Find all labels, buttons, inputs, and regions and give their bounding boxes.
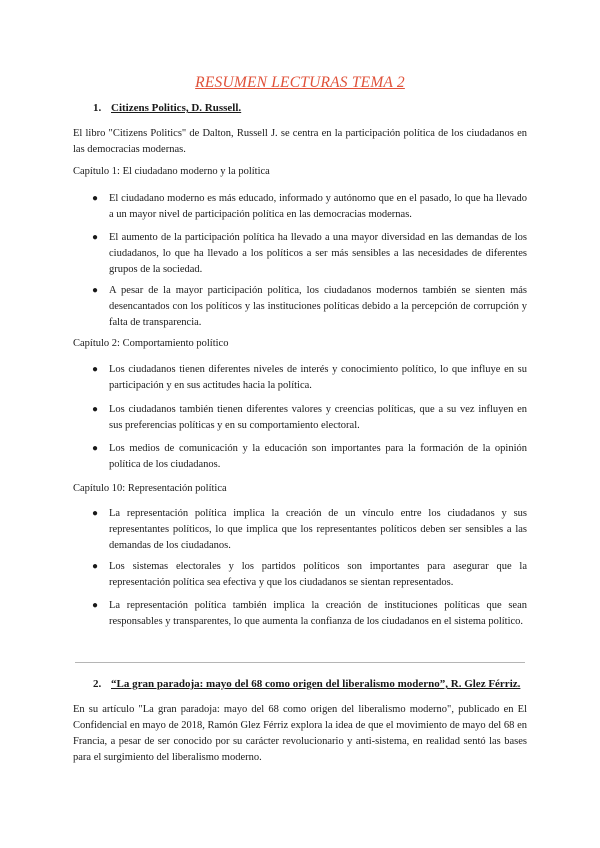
- list-item: [92, 191, 527, 223]
- bullet-icon: ●: [92, 600, 99, 611]
- list-item: [92, 441, 527, 473]
- section-1-heading: [93, 102, 241, 114]
- list-item-text: Los ciudadanos también tienen diferentes valores y creencias políticas, que a su vez influyen en sus preferencias políticas y en su comportamiento electoral.: [109, 404, 527, 431]
- section-2-heading: [93, 678, 520, 690]
- list-item: [92, 283, 527, 331]
- bullet-icon: ●: [92, 443, 99, 454]
- section-2-number: 2.: [93, 678, 102, 690]
- list-item: [92, 362, 527, 394]
- list-item-text: Los sistemas electorales y los partidos políticos son importantes para asegurar que la representación política sea efectiva y que los ciudadanos se sientan representados.: [109, 561, 527, 588]
- list-item-text: La representación política implica la creación de un vínculo entre los ciudadanos y sus representantes políticos, lo que implica que los representantes políticos deben ser sensibles a las demandas de los ciudadanos.: [109, 508, 527, 551]
- chapter-2-title: Capítulo 2: Comportamiento político: [73, 338, 229, 349]
- list-item: [92, 230, 527, 278]
- chapter-1-title: Capítulo 1: El ciudadano moderno y la política: [73, 166, 270, 177]
- chapter-10-title: Capítulo 10: Representación política: [73, 483, 227, 494]
- list-item-text: A pesar de la mayor participación política, los ciudadanos modernos también se sienten más desencantados con los políticos y las instituciones políticas debido a la percepción de corrupción y falta de transparencia.: [109, 285, 527, 328]
- list-item-text: Los ciudadanos tienen diferentes niveles de interés y conocimiento político, lo que influye en su participación y en sus actitudes hacia la política.: [109, 364, 527, 391]
- section-2-title: “La gran paradoja: mayo del 68 como origen del liberalismo moderno”, R. Glez Férriz.: [111, 678, 521, 690]
- section-1-title: Citizens Politics, D. Russell.: [111, 102, 242, 114]
- section-1-number: 1.: [93, 102, 102, 114]
- list-item: [92, 559, 527, 591]
- bullet-icon: ●: [92, 561, 99, 572]
- horizontal-divider: [75, 662, 525, 663]
- list-item-text: El ciudadano moderno es más educado, informado y autónomo que en el pasado, lo que ha llevado a un mayor nivel de participación política en las democracias modernas.: [109, 193, 527, 220]
- document-title: RESUMEN LECTURAS TEMA 2: [195, 74, 405, 91]
- list-item: [92, 402, 527, 434]
- list-item-text: Los medios de comunicación y la educación son importantes para la formación de la opinión política de los ciudadanos.: [109, 443, 527, 470]
- bullet-icon: ●: [92, 232, 99, 243]
- list-item: [92, 506, 527, 554]
- bullet-icon: ●: [92, 364, 99, 375]
- section-1-intro: El libro "Citizens Politics" de Dalton, Russell J. se centra en la participación política de los ciudadanos en las democracias modernas.: [73, 128, 527, 155]
- list-item: [92, 598, 527, 630]
- list-item-text: La representación política también implica la creación de instituciones políticas que sean responsables y transparentes, lo que aumenta la confianza de los ciudadanos en el sistema político.: [109, 600, 527, 627]
- bullet-icon: ●: [92, 404, 99, 415]
- list-item-text: El aumento de la participación política ha llevado a una mayor diversidad en las demandas de los ciudadanos, lo que ha llevado a los políticos a ser más sensibles a las necesidades de diferentes grupos de la sociedad.: [109, 232, 527, 275]
- section-2-intro: En su artículo "La gran paradoja: mayo del 68 como origen del liberalismo moderno", publicado en El Confidencial en mayo de 2018, Ramón Glez Férriz explora la idea de que el movimiento de mayo del 68 en Francia, a pesar de ser conocido por su carácter revolucionario y anti-sistema, en realidad sentó las bases para el surgimiento del liberalismo moderno.: [73, 704, 527, 763]
- bullet-icon: ●: [92, 193, 99, 204]
- bullet-icon: ●: [92, 508, 99, 519]
- bullet-icon: ●: [92, 285, 99, 296]
